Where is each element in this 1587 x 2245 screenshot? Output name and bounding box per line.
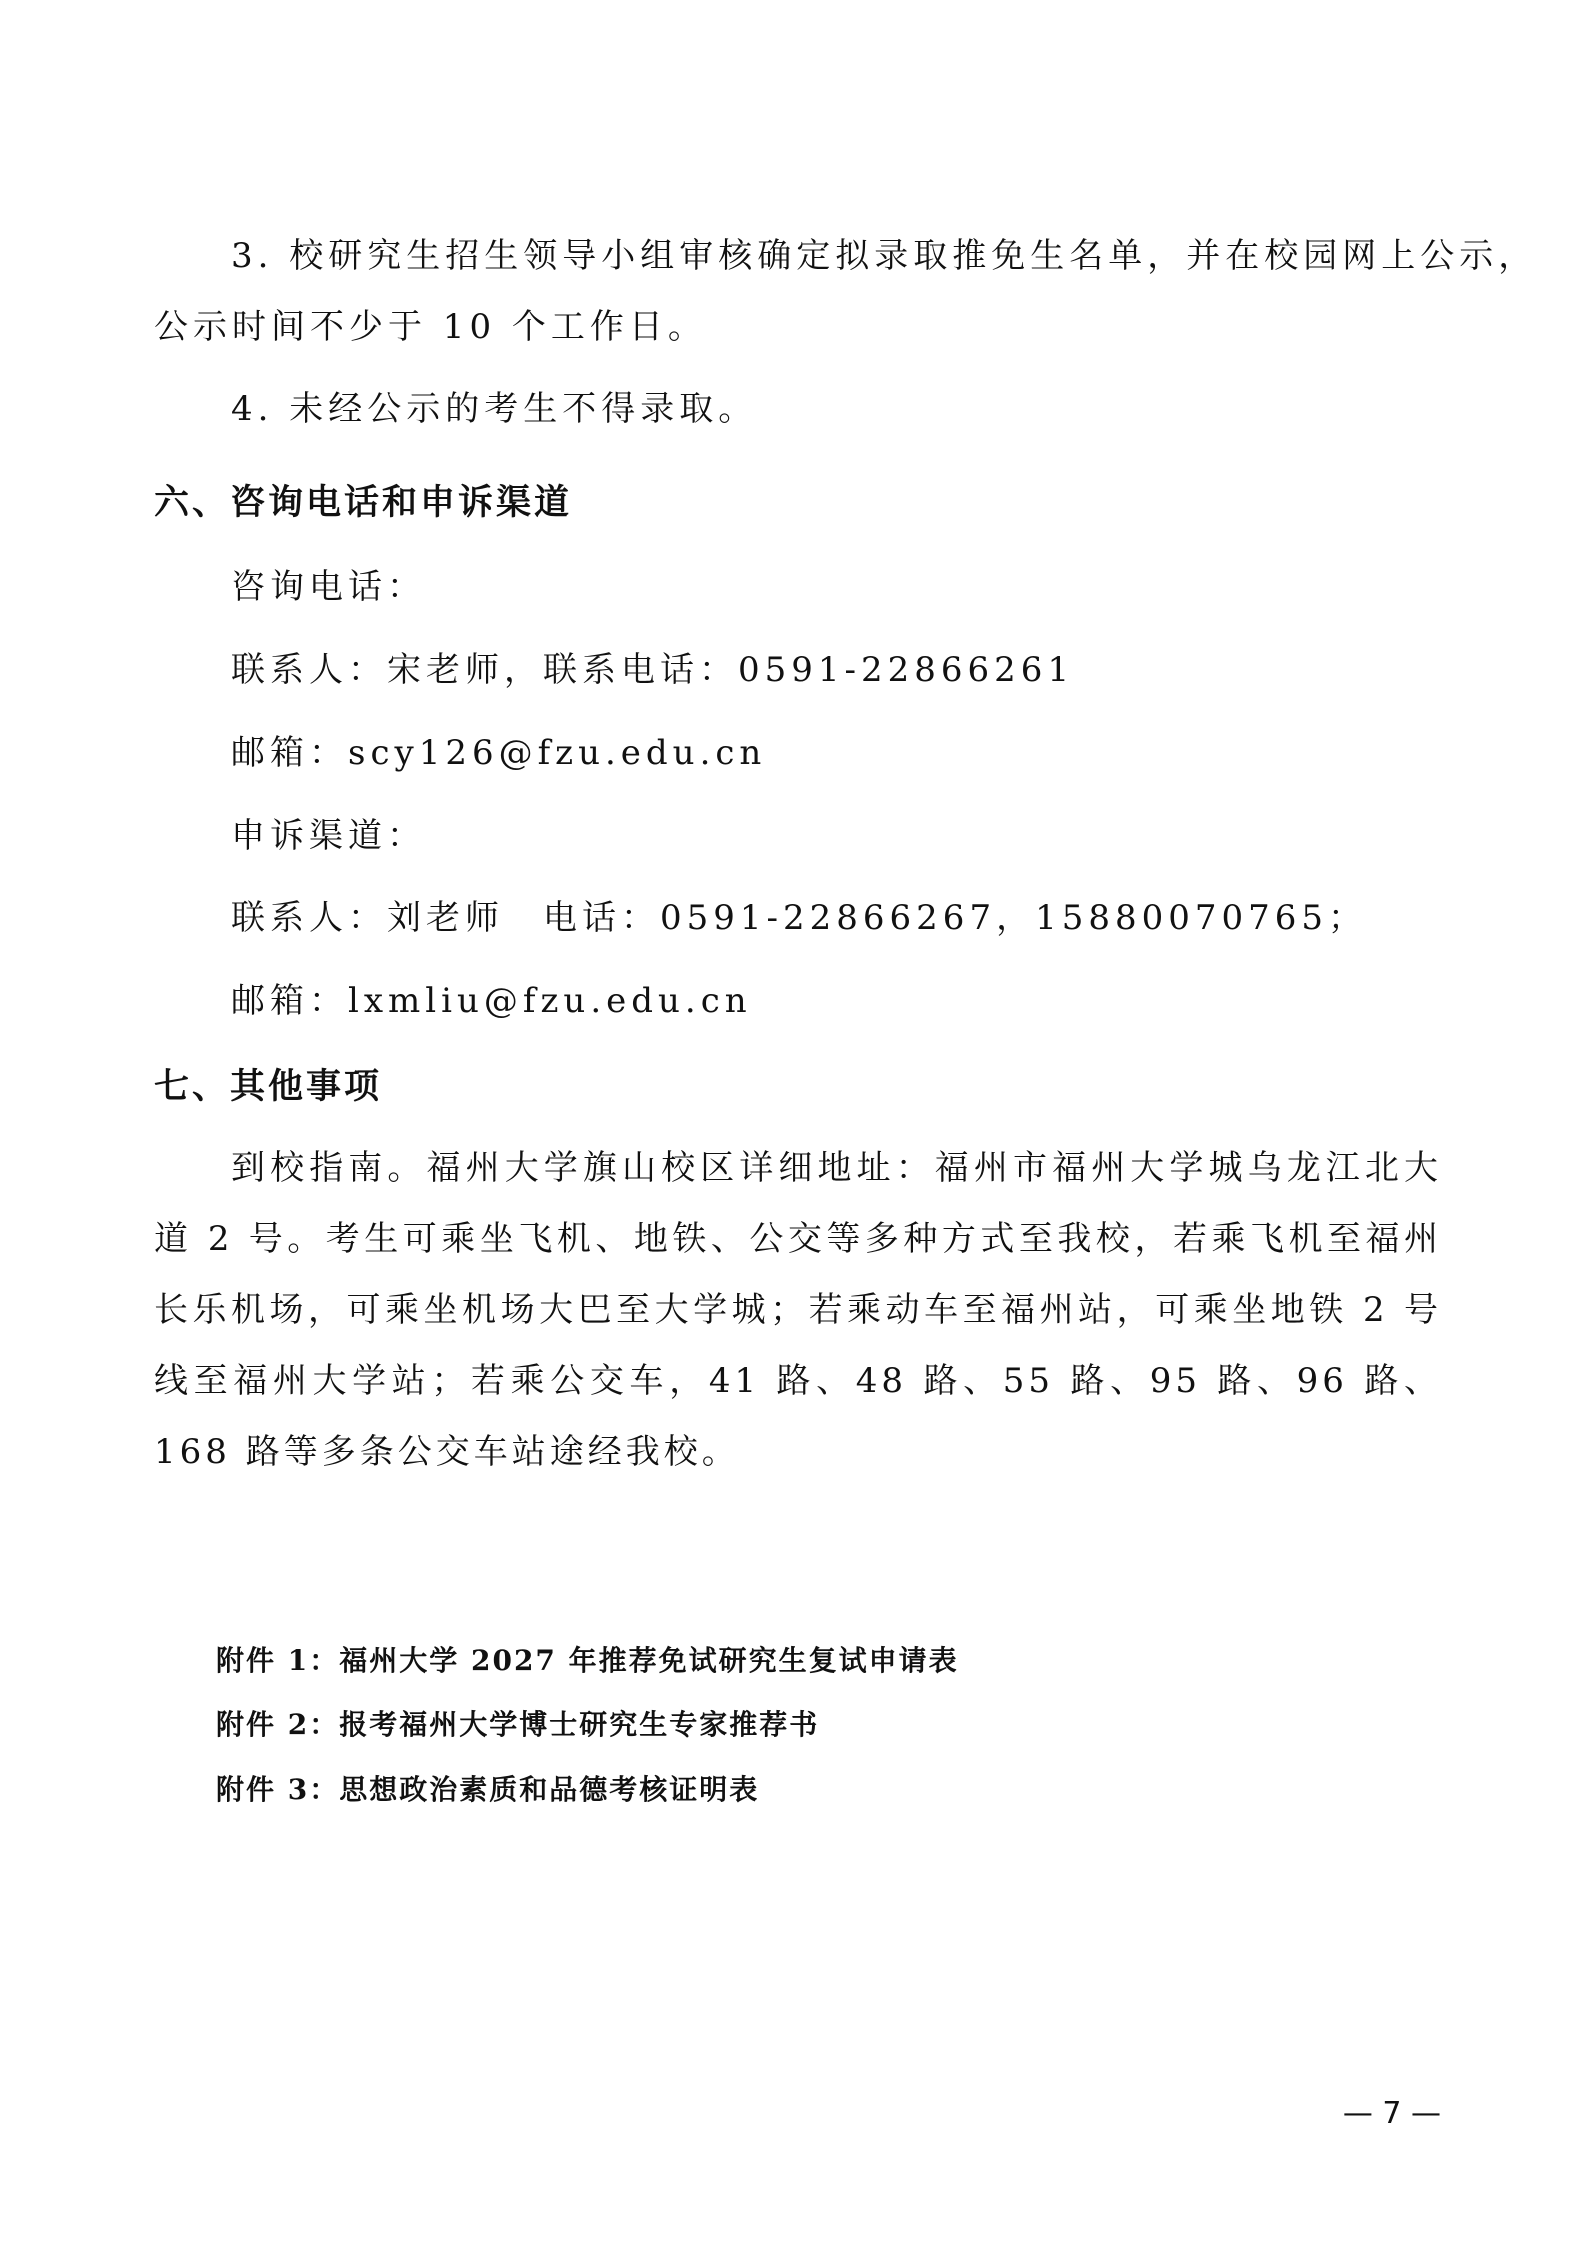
attachment-2: 附件 2：报考福州大学博士研究生专家推荐书 [216,1708,820,1741]
page-number: — 7 — [1342,2096,1441,2131]
appeal-contact: 联系人：刘老师 电话：0591-22866267，15880070765； [231,898,1368,938]
consult-label: 咨询电话： [231,567,426,607]
appeal-email: 邮箱：lxmliu@fzu.edu.cn [231,981,752,1021]
appeal-label: 申诉渠道： [231,816,426,856]
consult-email: 邮箱：scy126@fzu.edu.cn [231,733,767,773]
consult-contact: 联系人：宋老师，联系电话：0591-22866261 [231,650,1075,690]
section-6-heading: 六、咨询电话和申诉渠道 [154,483,573,523]
section-7-heading: 七、其他事项 [154,1067,383,1107]
item-3-line-2: 公示时间不少于 10 个工作日。 [154,307,707,347]
attachment-3: 附件 3：思想政治素质和品德考核证明表 [216,1773,760,1806]
section-7-paragraph: 到校指南。福州大学旗山校区详细地址：福州市福州大学城乌龙江北大道 2 号。考生可乘坐飞机、地铁、公交等多种方式至我校，若乘飞机至福州长乐机场，可乘坐机场大巴至大学城；若乘动车至福州站，可乘坐地铁 2 号线至福州大学站；若乘公交车，41 路、48 路、55 路、95 路、96 路、168 路等多条公交车站途经我校。 [154,1148,1442,1472]
item-4: 4. 未经公示的考生不得录取。 [231,389,758,429]
attachment-1: 附件 1：福州大学 2027 年推荐免试研究生复试申请表 [216,1644,959,1677]
item-3-line-1: 3. 校研究生招生领导小组审核确定拟录取推免生名单，并在校园网上公示， [231,236,1538,276]
